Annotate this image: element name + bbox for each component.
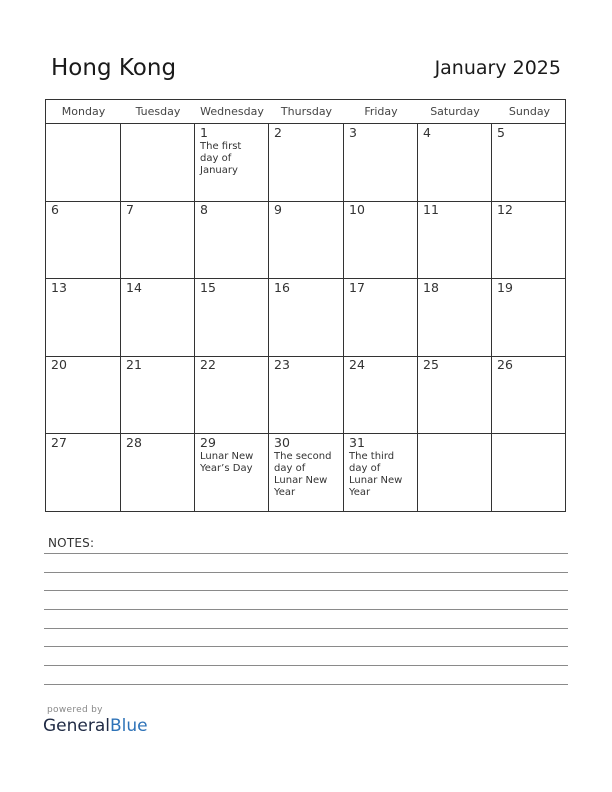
day-cell-27[interactable] [46, 434, 121, 512]
day-cell-30[interactable] [269, 434, 344, 512]
empty-day-cell[interactable] [492, 434, 566, 512]
generalblue-logo[interactable] [43, 716, 148, 736]
day-number: 4 [423, 125, 431, 140]
day-cell-6[interactable] [46, 201, 121, 278]
day-cell-26[interactable] [492, 356, 566, 433]
week-row [46, 356, 565, 434]
day-number: 28 [126, 435, 142, 450]
note-line [44, 684, 568, 685]
note-line [44, 609, 568, 610]
day-cell-13[interactable] [46, 279, 121, 356]
day-number: 13 [51, 280, 67, 295]
note-line [44, 628, 568, 629]
day-cell-19[interactable] [492, 279, 566, 356]
notes-label: NOTES: [48, 536, 95, 550]
holiday-label: The third day of Lunar New Year [349, 451, 403, 498]
brand-general: General [43, 716, 110, 736]
week-row [46, 124, 565, 202]
day-cell-8[interactable] [195, 201, 269, 278]
day-number: 18 [423, 280, 439, 295]
note-line [44, 646, 568, 647]
day-cell-9[interactable] [269, 201, 344, 278]
day-cell-28[interactable] [121, 434, 195, 512]
weekday-tuesday: Tuesday [135, 105, 181, 118]
day-cell-17[interactable] [344, 279, 418, 356]
day-cell-12[interactable] [492, 201, 566, 278]
weekday-saturday: Saturday [430, 105, 480, 118]
day-number: 25 [423, 357, 439, 372]
day-cell-31[interactable] [344, 434, 418, 512]
day-number: 5 [497, 125, 505, 140]
note-line [44, 572, 568, 573]
location-title: Hong Kong [51, 55, 177, 81]
day-cell-18[interactable] [418, 279, 492, 356]
powered-by-text: powered by [47, 705, 103, 715]
week-row [46, 279, 565, 357]
day-cell-4[interactable] [418, 124, 492, 201]
weekday-sunday: Sunday [508, 105, 551, 118]
day-cell-21[interactable] [121, 356, 195, 433]
day-number: 7 [126, 202, 134, 217]
day-cell-20[interactable] [46, 356, 121, 433]
holiday-label: Lunar New Year’s Day [200, 451, 254, 474]
day-cell-10[interactable] [344, 201, 418, 278]
empty-day-cell[interactable] [121, 124, 195, 201]
weekday-thursday: Thursday [280, 105, 333, 118]
day-number: 14 [126, 280, 142, 295]
day-number: 21 [126, 357, 142, 372]
day-number: 23 [274, 357, 290, 372]
day-cell-24[interactable] [344, 356, 418, 433]
note-line [44, 665, 568, 666]
day-number: 3 [349, 125, 357, 140]
day-number: 24 [349, 357, 365, 372]
day-cell-2[interactable] [269, 124, 344, 201]
day-number: 27 [51, 435, 67, 450]
day-number: 9 [274, 202, 282, 217]
day-number: 20 [51, 357, 67, 372]
day-number: 17 [349, 280, 365, 295]
day-number: 11 [423, 202, 439, 217]
day-number: 6 [51, 202, 59, 217]
weekday-friday: Friday [364, 105, 398, 118]
day-number: 1 [200, 125, 208, 140]
week-row [46, 201, 565, 279]
day-number: 31 [349, 435, 365, 450]
brand-blue: Blue [110, 716, 148, 736]
day-cell-23[interactable] [269, 356, 344, 433]
day-cell-25[interactable] [418, 356, 492, 433]
day-number: 12 [497, 202, 513, 217]
holiday-label: The second day of Lunar New Year [274, 451, 332, 498]
day-number: 2 [274, 125, 282, 140]
day-number: 19 [497, 280, 513, 295]
month-year-title: January 2025 [434, 57, 561, 79]
day-cell-3[interactable] [344, 124, 418, 201]
day-number: 8 [200, 202, 208, 217]
day-number: 15 [200, 280, 216, 295]
day-cell-14[interactable] [121, 279, 195, 356]
day-number: 30 [274, 435, 290, 450]
day-number: 16 [274, 280, 290, 295]
day-cell-1[interactable] [195, 124, 269, 201]
day-cell-5[interactable] [492, 124, 566, 201]
day-cell-29[interactable] [195, 434, 269, 512]
day-cell-7[interactable] [121, 201, 195, 278]
note-line [44, 553, 568, 554]
day-number: 10 [349, 202, 365, 217]
weekday-monday: Monday [61, 105, 106, 118]
day-cell-22[interactable] [195, 356, 269, 433]
empty-day-cell[interactable] [46, 124, 121, 201]
day-number: 22 [200, 357, 216, 372]
day-number: 29 [200, 435, 216, 450]
empty-day-cell[interactable] [418, 434, 492, 512]
day-number: 26 [497, 357, 513, 372]
day-cell-15[interactable] [195, 279, 269, 356]
day-cell-11[interactable] [418, 201, 492, 278]
weekday-header-row [46, 100, 565, 124]
calendar-grid [45, 99, 566, 512]
note-line [44, 590, 568, 591]
weekday-wednesday: Wednesday [200, 105, 264, 118]
day-cell-16[interactable] [269, 279, 344, 356]
week-row [46, 434, 565, 512]
holiday-label: The first day of January [200, 141, 242, 176]
